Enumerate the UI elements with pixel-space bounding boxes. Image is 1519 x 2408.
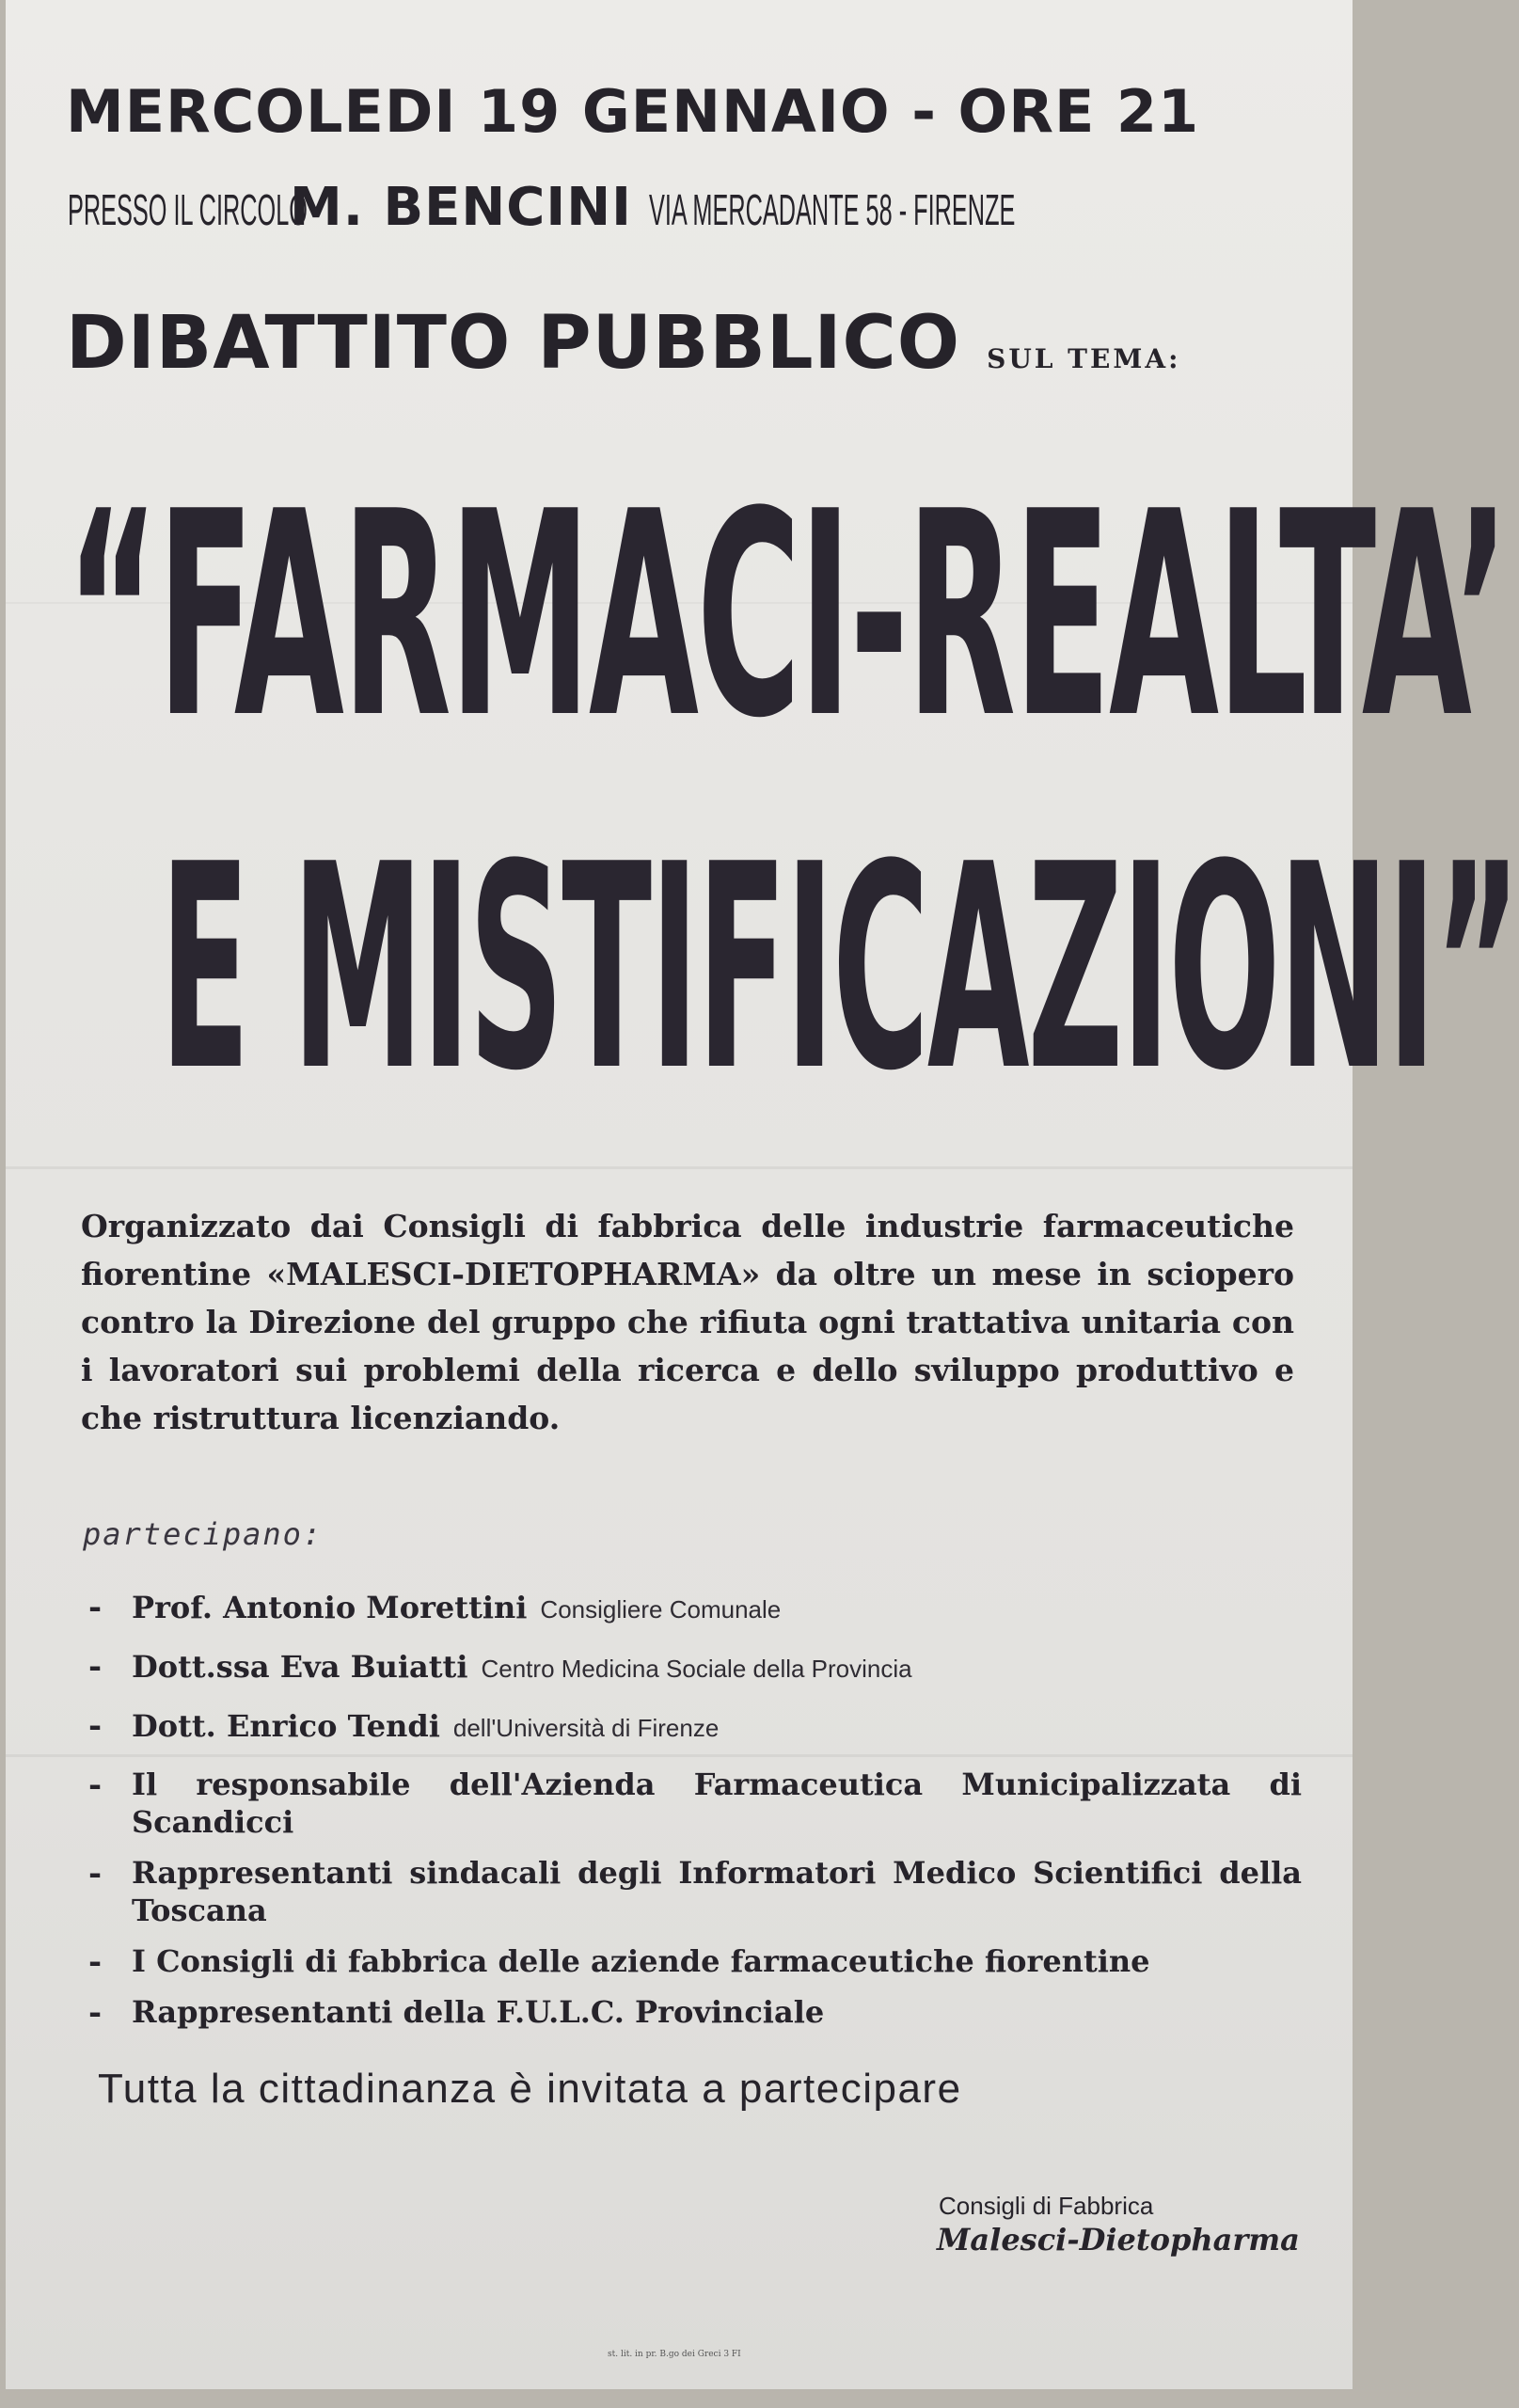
- list-dash: -: [88, 1707, 103, 1745]
- participants-label: partecipano:: [83, 1516, 324, 1552]
- event-date-time: MERCOLEDI 19 GENNAIO - ORE 21: [66, 77, 1200, 146]
- intro-paragraph: Organizzato dai Consigli di fabbrica delle industrie farmaceutiche fiorentine «MALESCI-DIETOPHARMA» da oltre un mese in sciopero contro la Direzione del gruppo che rifiuta ogni trattativa unitaria con i lavoratori sui problemi della ricerca e dello sviluppo produttivo e che ristruttura licenziando.: [81, 1208, 1294, 1436]
- list-item: [88, 1647, 1302, 1693]
- event-type: DIBATTITO PUBBLICO: [66, 301, 961, 386]
- paper-fold: [6, 1166, 1353, 1169]
- list-dash: -: [88, 1648, 103, 1686]
- participant-name: Dott. Enrico Tendi: [132, 1708, 440, 1744]
- list-item: [88, 1766, 1302, 1841]
- main-title-line-2: E MISTIFICAZIONI”: [160, 804, 1519, 1133]
- participant-role: dell'Università di Firenze: [452, 1714, 720, 1742]
- participant-name: Rappresentanti sindacali degli Informatori Medico Scientifici della Toscana: [132, 1855, 1302, 1928]
- printer-note: st. lit. in pr. B.go dei Greci 3 FI: [608, 2350, 741, 2359]
- participant-name: Rappresentanti della F.U.L.C. Provinciale: [132, 1994, 825, 2030]
- list-item: [88, 1706, 1302, 1752]
- main-title-line-1: “FARMACI-REALTA’: [66, 452, 1508, 780]
- event-type-line: [66, 301, 1180, 386]
- signature-line-1: Consigli di Fabbrica: [939, 2192, 1154, 2220]
- invitation-text: Tutta la cittadinanza è invitata a partecipare: [98, 2066, 962, 2112]
- participant-name: Prof. Antonio Morettini: [132, 1590, 528, 1625]
- participant-name: I Consigli di fabbrica delle aziende farmaceutiche fiorentine: [132, 1943, 1150, 1979]
- participants-list: [88, 1588, 1302, 2044]
- list-item: [88, 1942, 1302, 1980]
- participant-name: Il responsabile dell'Azienda Farmaceutica Municipalizzata di Scandicci: [132, 1766, 1302, 1840]
- participant-name: Dott.ssa Eva Buiatti: [132, 1649, 468, 1685]
- venue-name: M. BENCINI: [290, 177, 632, 238]
- venue-line: [68, 177, 1025, 238]
- list-dash: -: [88, 1589, 103, 1626]
- list-dash: -: [88, 1855, 103, 1893]
- list-item: [88, 1854, 1302, 1929]
- event-topic-intro: SUL TEMA:: [987, 343, 1181, 374]
- list-dash: -: [88, 1994, 103, 2032]
- list-item: [88, 1993, 1302, 2031]
- list-item: [88, 1588, 1302, 1634]
- participant-role: Consigliere Comunale: [540, 1595, 782, 1624]
- venue-address: VIA MERCADANTE 58 - FIRENZE: [648, 185, 1016, 234]
- poster: [6, 0, 1519, 2389]
- venue-prefix: PRESSO IL CIRCOLO: [68, 185, 308, 234]
- list-dash: -: [88, 1943, 103, 1981]
- list-dash: -: [88, 1766, 103, 1804]
- signature-line-2: Malesci-Dietopharma: [937, 2222, 1300, 2258]
- participant-role: Centro Medicina Sociale della Provincia: [481, 1655, 912, 1683]
